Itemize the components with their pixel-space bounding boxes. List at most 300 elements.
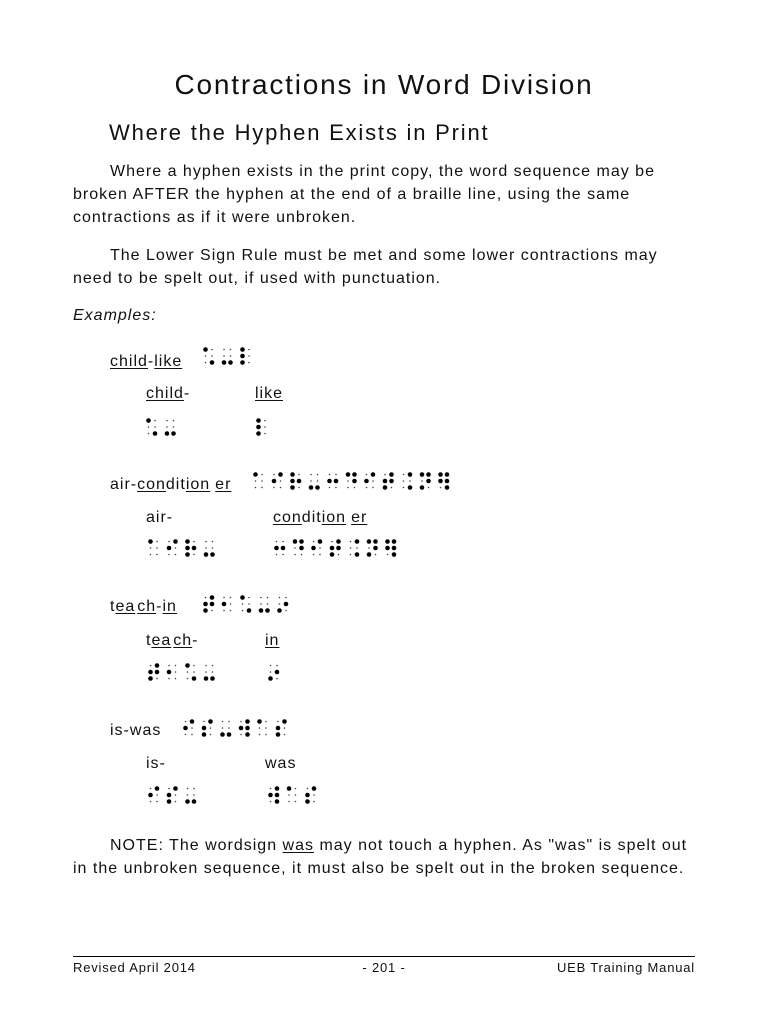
example-teach-in-first-braille bbox=[148, 662, 222, 682]
note-paragraph bbox=[73, 834, 695, 880]
braille-dot-raised bbox=[167, 670, 172, 675]
braille-dot-blank bbox=[205, 671, 207, 673]
braille-dot-blank bbox=[156, 801, 158, 803]
braille-dot-blank bbox=[273, 474, 275, 476]
braille-dot-blank bbox=[148, 426, 150, 428]
footer-page-number: - 201 - bbox=[362, 960, 406, 975]
braille-dot-blank bbox=[168, 678, 170, 680]
braille-dot-raised bbox=[284, 602, 289, 607]
braille-dot-raised bbox=[420, 485, 425, 490]
braille-dot-blank bbox=[319, 554, 321, 556]
braille-dot-blank bbox=[193, 794, 195, 796]
braille-dot-blank bbox=[210, 734, 212, 736]
braille-dot-blank bbox=[156, 554, 158, 556]
braille-dot-blank bbox=[242, 610, 244, 612]
braille-dot-raised bbox=[297, 479, 302, 484]
braille-dot-blank bbox=[205, 547, 207, 549]
print-segment: ch bbox=[173, 632, 193, 649]
example-teach-in-braille bbox=[203, 594, 296, 614]
example-air-conditioner-print bbox=[110, 475, 231, 495]
note-wordsign: was bbox=[282, 837, 314, 854]
braille-dot-blank bbox=[391, 487, 393, 489]
braille-dot-blank bbox=[212, 547, 214, 549]
print-segment: er bbox=[351, 509, 368, 526]
example-child-like-second-braille bbox=[256, 417, 275, 437]
braille-dot-blank bbox=[284, 727, 286, 729]
braille-dot-blank bbox=[282, 541, 284, 543]
braille-dot-blank bbox=[193, 788, 195, 790]
braille-dot-raised bbox=[185, 546, 190, 551]
braille-dot-blank bbox=[261, 487, 263, 489]
braille-dot-blank bbox=[230, 603, 232, 605]
example-teach-in-second-braille bbox=[268, 662, 287, 682]
print-segment: ion bbox=[321, 509, 347, 526]
braille-dot-blank bbox=[319, 547, 321, 549]
braille-dot-blank bbox=[267, 597, 269, 599]
braille-dot-raised bbox=[389, 479, 394, 484]
braille-dot-blank bbox=[280, 480, 282, 482]
braille-dot-raised bbox=[408, 472, 413, 477]
braille-dot-blank bbox=[276, 541, 278, 543]
braille-dot-blank bbox=[205, 597, 207, 599]
braille-dot-blank bbox=[205, 355, 207, 357]
braille-dot-raised bbox=[210, 602, 215, 607]
braille-dot-blank bbox=[295, 788, 297, 790]
braille-dot-blank bbox=[317, 474, 319, 476]
print-segment: t bbox=[146, 632, 152, 649]
braille-dot-blank bbox=[191, 734, 193, 736]
braille-dot-blank bbox=[205, 362, 207, 364]
braille-dot-blank bbox=[211, 610, 213, 612]
braille-dot-blank bbox=[350, 541, 352, 543]
braille-cell bbox=[364, 472, 375, 488]
braille-dot-raised bbox=[275, 793, 280, 798]
braille-cell bbox=[148, 663, 159, 681]
footer-revision: Revised April 2014 bbox=[73, 960, 196, 975]
example-child-like-second-print bbox=[255, 384, 283, 404]
braille-dot-raised bbox=[259, 608, 264, 613]
braille-dot-raised bbox=[204, 552, 209, 557]
braille-dot-blank bbox=[347, 480, 349, 482]
braille-dot-raised bbox=[287, 786, 292, 791]
braille-dot-blank bbox=[280, 487, 282, 489]
note-text-before: NOTE: The wordsign bbox=[110, 837, 283, 854]
examples-label: Examples: bbox=[73, 307, 157, 324]
braille-dot-blank bbox=[270, 801, 272, 803]
braille-cell bbox=[222, 349, 233, 365]
braille-dot-blank bbox=[205, 541, 207, 543]
braille-cell bbox=[311, 539, 322, 555]
braille-dot-blank bbox=[230, 597, 232, 599]
braille-dot-raised bbox=[420, 472, 425, 477]
braille-dot-raised bbox=[334, 479, 339, 484]
braille-dot-blank bbox=[193, 541, 195, 543]
braille-dot-blank bbox=[270, 665, 272, 667]
braille-cell bbox=[165, 420, 176, 436]
braille-dot-raised bbox=[445, 479, 450, 484]
example-is-was-print bbox=[110, 721, 161, 741]
braille-dot-raised bbox=[192, 799, 197, 804]
braille-dot-blank bbox=[175, 547, 177, 549]
braille-dot-raised bbox=[210, 552, 215, 557]
braille-dot-blank bbox=[347, 487, 349, 489]
footer-rule bbox=[73, 956, 695, 957]
print-segment: ea bbox=[151, 632, 172, 649]
braille-dot-raised bbox=[245, 732, 250, 737]
print-segment: like bbox=[154, 353, 183, 370]
braille-dot-raised bbox=[208, 719, 213, 724]
braille-cell bbox=[277, 597, 288, 613]
braille-dot-raised bbox=[281, 546, 286, 551]
example-is-was-second-braille bbox=[268, 785, 324, 805]
braille-dot-raised bbox=[293, 539, 298, 544]
braille-dot-blank bbox=[285, 610, 287, 612]
braille-dot-blank bbox=[288, 794, 290, 796]
braille-dot-raised bbox=[276, 726, 281, 731]
braille-dot-raised bbox=[247, 608, 252, 613]
braille-dot-blank bbox=[203, 721, 205, 723]
example-air-conditioner-second-braille bbox=[274, 538, 404, 558]
braille-dot-raised bbox=[167, 799, 172, 804]
braille-cell bbox=[385, 539, 396, 557]
braille-cell bbox=[290, 472, 301, 490]
braille-dot-raised bbox=[275, 786, 280, 791]
braille-cell bbox=[268, 665, 279, 681]
braille-dot-blank bbox=[187, 671, 189, 673]
braille-dot-blank bbox=[175, 554, 177, 556]
braille-cell bbox=[203, 347, 214, 365]
braille-cell bbox=[222, 597, 232, 612]
braille-dot-blank bbox=[185, 721, 187, 723]
braille-cell bbox=[167, 665, 177, 680]
braille-dot-blank bbox=[285, 597, 287, 599]
braille-dot-blank bbox=[335, 487, 337, 489]
braille-dot-blank bbox=[205, 665, 207, 667]
braille-dot-blank bbox=[150, 801, 152, 803]
braille-cell bbox=[203, 595, 214, 613]
braille-cell bbox=[167, 539, 178, 555]
braille-dot-raised bbox=[185, 552, 190, 557]
braille-dot-raised bbox=[438, 479, 443, 484]
braille-dot-blank bbox=[166, 420, 168, 422]
print-segment: - bbox=[156, 598, 163, 615]
braille-dot-blank bbox=[313, 794, 315, 796]
braille-cell bbox=[305, 786, 316, 804]
braille-dot-blank bbox=[240, 734, 242, 736]
braille-dot-blank bbox=[372, 480, 374, 482]
braille-dot-raised bbox=[240, 595, 245, 600]
braille-dot-blank bbox=[276, 554, 278, 556]
braille-dot-blank bbox=[248, 355, 250, 357]
braille-dot-raised bbox=[155, 786, 160, 791]
braille-dot-raised bbox=[445, 485, 450, 490]
braille-dot-blank bbox=[277, 721, 279, 723]
braille-dot-blank bbox=[265, 727, 267, 729]
example-teach-in-first-print bbox=[146, 631, 198, 651]
braille-dot-blank bbox=[255, 480, 257, 482]
braille-dot-raised bbox=[173, 539, 178, 544]
braille-dot-raised bbox=[389, 472, 394, 477]
braille-dot-blank bbox=[265, 721, 267, 723]
braille-dot-blank bbox=[310, 474, 312, 476]
braille-dot-blank bbox=[264, 433, 266, 435]
print-segment: like bbox=[255, 385, 284, 402]
braille-dot-blank bbox=[331, 541, 333, 543]
example-air-conditioner-first-braille bbox=[148, 538, 222, 558]
braille-dot-blank bbox=[230, 355, 232, 357]
braille-dot-raised bbox=[275, 670, 280, 675]
braille-dot-blank bbox=[259, 734, 261, 736]
braille-dot-raised bbox=[185, 663, 190, 668]
braille-dot-blank bbox=[150, 547, 152, 549]
braille-dot-raised bbox=[155, 670, 160, 675]
braille-cell bbox=[420, 472, 431, 490]
braille-dot-blank bbox=[260, 597, 262, 599]
braille-dot-raised bbox=[330, 546, 335, 551]
braille-cell bbox=[327, 474, 338, 489]
braille-dot-blank bbox=[248, 349, 250, 351]
braille-cell bbox=[257, 719, 267, 735]
example-is-was-second-print bbox=[265, 754, 296, 774]
braille-cell bbox=[148, 786, 159, 802]
braille-cell bbox=[330, 539, 341, 557]
braille-dot-raised bbox=[299, 539, 304, 544]
braille-cell bbox=[146, 418, 157, 436]
section-heading: Where the Hyphen Exists in Print bbox=[109, 120, 490, 145]
braille-dot-raised bbox=[352, 479, 357, 484]
braille-dot-blank bbox=[173, 426, 175, 428]
braille-cell bbox=[309, 474, 320, 490]
braille-dot-raised bbox=[385, 546, 390, 551]
braille-cell bbox=[274, 541, 285, 556]
braille-dot-blank bbox=[168, 665, 170, 667]
example-child-like-print bbox=[110, 352, 182, 372]
braille-dot-raised bbox=[173, 786, 178, 791]
print-segment: t bbox=[110, 598, 116, 615]
braille-dot-blank bbox=[260, 603, 262, 605]
braille-dot-blank bbox=[168, 788, 170, 790]
braille-dot-raised bbox=[203, 608, 208, 613]
print-segment: con bbox=[273, 509, 302, 526]
braille-cell bbox=[167, 786, 178, 804]
braille-dot-raised bbox=[290, 472, 295, 477]
braille-cell bbox=[239, 719, 250, 737]
braille-dot-blank bbox=[366, 487, 368, 489]
braille-dot-blank bbox=[168, 541, 170, 543]
print-segment: - bbox=[183, 385, 191, 402]
braille-dot-raised bbox=[438, 472, 443, 477]
braille-dot-blank bbox=[154, 420, 156, 422]
braille-dot-raised bbox=[210, 595, 215, 600]
braille-dot-blank bbox=[212, 671, 214, 673]
braille-dot-blank bbox=[175, 671, 177, 673]
braille-dot-raised bbox=[278, 472, 283, 477]
braille-dot-blank bbox=[354, 487, 356, 489]
print-segment: air- bbox=[146, 509, 174, 526]
braille-dot-raised bbox=[222, 360, 227, 365]
braille-dot-blank bbox=[313, 554, 315, 556]
braille-dot-raised bbox=[373, 539, 378, 544]
braille-dot-raised bbox=[373, 546, 378, 551]
print-segment: ion bbox=[185, 476, 211, 493]
braille-dot-raised bbox=[202, 732, 207, 737]
braille-cell bbox=[367, 539, 378, 557]
braille-dot-blank bbox=[228, 727, 230, 729]
braille-dot-raised bbox=[210, 676, 215, 681]
print-segment: is- bbox=[146, 755, 166, 772]
braille-dot-blank bbox=[211, 349, 213, 351]
braille-cell bbox=[202, 719, 213, 737]
braille-dot-raised bbox=[312, 786, 317, 791]
braille-dot-raised bbox=[202, 726, 207, 731]
braille-dot-raised bbox=[274, 546, 279, 551]
braille-dot-raised bbox=[315, 485, 320, 490]
braille-dot-blank bbox=[261, 480, 263, 482]
braille-dot-blank bbox=[310, 480, 312, 482]
braille-dot-raised bbox=[311, 546, 316, 551]
braille-dot-raised bbox=[276, 732, 281, 737]
braille-dot-blank bbox=[223, 610, 225, 612]
braille-dot-blank bbox=[264, 426, 266, 428]
print-segment: was bbox=[265, 755, 297, 772]
braille-dot-blank bbox=[223, 355, 225, 357]
paragraph-hyphen-rule: Where a hyphen exists in the print copy, the word sequence may be broken AFTER the hyphen at the end of a braille line, using the same contractions as if it were unbroken. bbox=[73, 163, 655, 226]
print-segment: in bbox=[265, 632, 280, 649]
braille-dot-blank bbox=[375, 554, 377, 556]
braille-dot-raised bbox=[392, 546, 397, 551]
print-segment: er bbox=[215, 476, 232, 493]
braille-dot-blank bbox=[440, 487, 442, 489]
braille-dot-raised bbox=[185, 799, 190, 804]
braille-dot-blank bbox=[261, 474, 263, 476]
braille-dot-blank bbox=[150, 788, 152, 790]
braille-dot-raised bbox=[153, 431, 158, 436]
braille-dot-blank bbox=[222, 727, 224, 729]
braille-dot-raised bbox=[256, 418, 261, 423]
braille-dot-blank bbox=[222, 721, 224, 723]
braille-cell bbox=[287, 786, 297, 802]
braille-dot-raised bbox=[240, 360, 245, 365]
braille-dot-blank bbox=[403, 474, 405, 476]
braille-dot-raised bbox=[355, 552, 360, 557]
braille-dot-blank bbox=[150, 665, 152, 667]
braille-dot-blank bbox=[228, 721, 230, 723]
braille-dot-raised bbox=[364, 479, 369, 484]
example-is-was-braille bbox=[183, 718, 294, 738]
example-air-conditioner-second-print bbox=[273, 508, 367, 528]
braille-dot-raised bbox=[146, 418, 151, 423]
braille-dot-blank bbox=[230, 610, 232, 612]
print-segment: dit bbox=[301, 509, 322, 526]
braille-dot-blank bbox=[242, 603, 244, 605]
braille-dot-blank bbox=[307, 788, 309, 790]
braille-dot-raised bbox=[336, 539, 341, 544]
braille-dot-raised bbox=[318, 539, 323, 544]
braille-dot-blank bbox=[148, 433, 150, 435]
braille-dot-raised bbox=[240, 354, 245, 359]
braille-dot-blank bbox=[403, 487, 405, 489]
braille-dot-raised bbox=[268, 793, 273, 798]
braille-dot-raised bbox=[203, 602, 208, 607]
braille-dot-blank bbox=[335, 474, 337, 476]
braille-dot-blank bbox=[265, 734, 267, 736]
braille-dot-blank bbox=[356, 547, 358, 549]
example-is-was-first-braille bbox=[148, 785, 204, 805]
braille-dot-blank bbox=[276, 665, 278, 667]
braille-dot-blank bbox=[338, 554, 340, 556]
braille-dot-blank bbox=[259, 727, 261, 729]
braille-cell bbox=[185, 539, 196, 557]
braille-dot-blank bbox=[210, 727, 212, 729]
braille-dot-blank bbox=[421, 480, 423, 482]
braille-dot-raised bbox=[167, 793, 172, 798]
braille-dot-raised bbox=[408, 485, 413, 490]
braille-dot-blank bbox=[329, 474, 331, 476]
braille-dot-blank bbox=[150, 554, 152, 556]
note-text-after: may not touch a hyphen. As "was" is spelt out in the unbroken sequence, it must also be spelt out in the broken sequence. bbox=[73, 837, 688, 877]
example-is-was-first-print bbox=[146, 754, 166, 774]
braille-dot-blank bbox=[329, 487, 331, 489]
print-segment: is-was bbox=[110, 722, 162, 739]
braille-dot-raised bbox=[210, 360, 215, 365]
braille-cell bbox=[276, 719, 287, 737]
print-segment: ea bbox=[115, 598, 136, 615]
braille-dot-raised bbox=[204, 676, 209, 681]
braille-dot-blank bbox=[273, 487, 275, 489]
page-title: Contractions in Word Division bbox=[174, 69, 594, 100]
braille-dot-blank bbox=[175, 794, 177, 796]
braille-dot-raised bbox=[245, 726, 250, 731]
braille-dot-raised bbox=[305, 799, 310, 804]
print-segment: - bbox=[147, 353, 155, 370]
braille-dot-raised bbox=[165, 431, 170, 436]
braille-dot-raised bbox=[275, 799, 280, 804]
braille-dot-raised bbox=[426, 479, 431, 484]
braille-dot-blank bbox=[156, 678, 158, 680]
braille-cell bbox=[272, 472, 283, 488]
paragraph-lower-sign-rule: The Lower Sign Rule must be met and some lower contractions may need to be spelt out, if used with punctuation. bbox=[73, 247, 658, 287]
braille-dot-raised bbox=[190, 719, 195, 724]
braille-dot-raised bbox=[167, 546, 172, 551]
braille-dot-blank bbox=[368, 547, 370, 549]
braille-cell bbox=[268, 786, 279, 804]
print-segment: in bbox=[162, 598, 177, 615]
braille-dot-blank bbox=[223, 349, 225, 351]
braille-dot-blank bbox=[282, 554, 284, 556]
braille-dot-raised bbox=[383, 485, 388, 490]
braille-dot-blank bbox=[295, 801, 297, 803]
braille-cell bbox=[183, 719, 194, 735]
braille-dot-blank bbox=[276, 678, 278, 680]
braille-dot-raised bbox=[148, 539, 153, 544]
print-segment: child bbox=[110, 353, 148, 370]
braille-dot-blank bbox=[156, 547, 158, 549]
braille-dot-raised bbox=[171, 431, 176, 436]
braille-cell bbox=[253, 472, 263, 488]
print-segment: - bbox=[192, 632, 199, 649]
braille-dot-raised bbox=[148, 676, 153, 681]
braille-dot-raised bbox=[185, 539, 190, 544]
braille-dot-blank bbox=[175, 665, 177, 667]
braille-dot-blank bbox=[366, 474, 368, 476]
example-air-conditioner-first-print bbox=[146, 508, 173, 528]
braille-dot-blank bbox=[288, 801, 290, 803]
braille-dot-raised bbox=[148, 670, 153, 675]
braille-cell bbox=[383, 472, 394, 490]
braille-dot-blank bbox=[387, 554, 389, 556]
braille-dot-blank bbox=[372, 487, 374, 489]
braille-dot-blank bbox=[193, 671, 195, 673]
